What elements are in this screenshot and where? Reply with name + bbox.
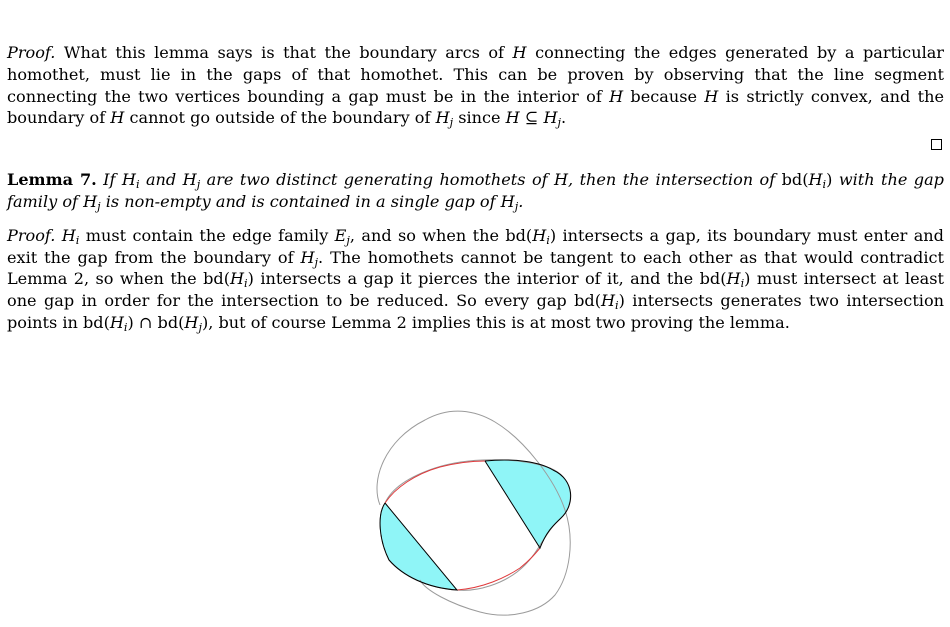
proof-label: Proof. — [7, 225, 56, 245]
homothet-figure — [365, 400, 585, 623]
qed-square-icon — [931, 139, 942, 150]
proof-label: Proof. — [7, 43, 56, 62]
gap-region-left — [380, 503, 457, 590]
gap-region-right — [485, 460, 571, 548]
proof-paragraph-1: Proof. What this lemma says is that the boundary arcs of H connecting the edges generated by a particular homothet, must lie in the gaps of that homothet. This can be proven by observing that the line segment connecting the two vertices bounding a gap must be in the interior of H because H is strictly convex, and the boundary of H cannot go outside of the boundary of $H_j$ since H ⊆ $H_j$. — [7, 43, 944, 130]
lemma-label: Lemma 7. — [7, 170, 97, 190]
boundary-arc-bottom — [457, 548, 540, 590]
homothet-diagram — [365, 400, 585, 623]
page-content — [7, 42, 944, 334]
proof-paragraph-2: Proof. $H_i$ must contain the edge family $E_j$, and so when the $bd(H_i)$ intersects a gap, its boundary must enter and exit the gap from the boundary of $H_j$. The homothets cannot be tangent to each other as that would contradict Lemma 2, so when the $bd(H_i)$ intersects a gap it pierces the interior of it, and the $bd(H_i)$ must intersect at least one gap in order for the intersection to be reduced. So every gap $bd(H_i)$ intersects generates two intersection points in $bd(H_i)$ ∩ $bd(H_j)$, but of course Lemma 2 implies this is at most two proving the lemma. — [7, 225, 944, 334]
lemma-7-statement: Lemma 7. If $H_i$ and $H_j$ are two distinct generating homothets of H, then the intersection of $bd(H_i)$ with the gap family of $H_j$ is non-empty and is contained in a single gap of $H_j$. — [7, 170, 944, 213]
boundary-arc-top — [385, 461, 485, 503]
qed-row — [7, 133, 944, 155]
